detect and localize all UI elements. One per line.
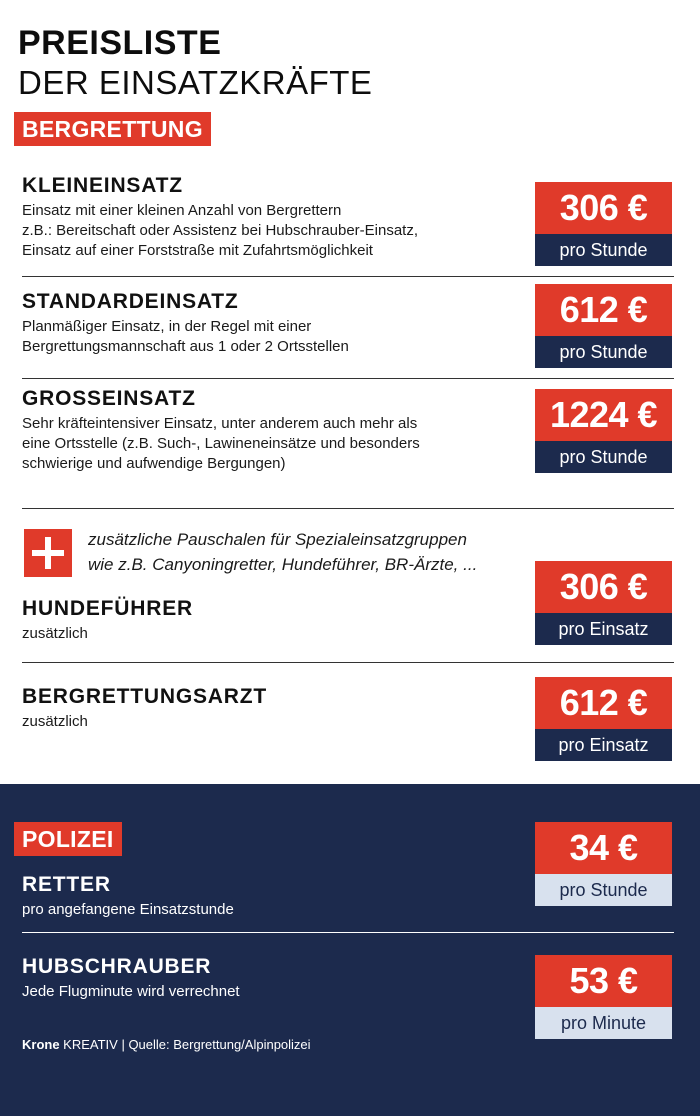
- item-title: HUNDEFÜHRER: [22, 597, 193, 620]
- item-title: BERGRETTUNGSARZT: [22, 685, 267, 708]
- item-description: Einsatz mit einer kleinen Anzahl von Bergrettern z.B.: Bereitschaft oder Assistenz bei Hubschrauber-Einsatz, Einsatz auf einer Forststraße mit Zufahrtsmöglichkeit: [22, 202, 419, 259]
- footer-brand-suffix: KREATIV: [59, 1037, 118, 1052]
- price-unit: pro Stunde: [535, 234, 672, 266]
- price-unit: pro Einsatz: [535, 729, 672, 761]
- item-description: pro angefangene Einsatzstunde: [22, 901, 234, 918]
- divider: [22, 662, 674, 663]
- divider: [22, 276, 674, 277]
- item-title: STANDARDEINSATZ: [22, 290, 239, 313]
- item-title: GROSSEINSATZ: [22, 387, 196, 410]
- price-amount: 612 €: [535, 677, 672, 729]
- bergrettungsarzt-price: [535, 677, 672, 761]
- item-description: zusätzlich: [22, 625, 88, 642]
- standardeinsatz-item: [22, 290, 492, 357]
- footer-credits: [22, 1037, 311, 1052]
- bergrettung-tag: BERGRETTUNG: [14, 112, 211, 146]
- price-unit: pro Stunde: [535, 441, 672, 473]
- kleineinsatz-item: [22, 174, 492, 261]
- grosseinsatz-price: [535, 389, 672, 473]
- item-description: zusätzlich: [22, 713, 88, 730]
- divider: [22, 508, 674, 509]
- price-unit: pro Stunde: [535, 874, 672, 906]
- page-title: PREISLISTE: [18, 24, 222, 62]
- page-subtitle: DER EINSATZKRÄFTE: [18, 64, 373, 101]
- standardeinsatz-price: [535, 284, 672, 368]
- price-amount: 306 €: [535, 182, 672, 234]
- hubschrauber-price: [535, 955, 672, 1039]
- item-title: HUBSCHRAUBER: [22, 955, 212, 978]
- price-amount: 1224 €: [535, 389, 672, 441]
- footer-source: | Quelle: Bergrettung/Alpinpolizei: [117, 1037, 311, 1052]
- retter-item: [22, 873, 492, 920]
- item-description: Sehr kräfteintensiver Einsatz, unter anderem auch mehr als eine Ortsstelle (z.B. Such-, Lawineneinsätze und besonders schwierige und aufwendige Bergungen): [22, 415, 420, 472]
- divider: [22, 378, 674, 379]
- price-amount: 306 €: [535, 561, 672, 613]
- price-amount: 53 €: [535, 955, 672, 1007]
- plus-icon: [24, 529, 72, 577]
- price-amount: 34 €: [535, 822, 672, 874]
- divider: [22, 932, 674, 933]
- bergrettungsarzt-item: [22, 685, 492, 732]
- retter-price: [535, 822, 672, 906]
- extras-note: zusätzliche Pauschalen für Spezialeinsatzgruppen wie z.B. Canyoningretter, Hundeführer, BR-Ärzte, ...: [88, 530, 478, 574]
- item-description: Planmäßiger Einsatz, in der Regel mit einer Bergrettungsmannschaft aus 1 oder 2 Ortsstellen: [22, 318, 349, 355]
- kleineinsatz-price: [535, 182, 672, 266]
- price-unit: pro Minute: [535, 1007, 672, 1039]
- grosseinsatz-item: [22, 387, 492, 474]
- price-unit: pro Stunde: [535, 336, 672, 368]
- item-description: Jede Flugminute wird verrechnet: [22, 983, 240, 1000]
- price-unit: pro Einsatz: [535, 613, 672, 645]
- hubschrauber-item: [22, 955, 492, 1002]
- polizei-tag: POLIZEI: [14, 822, 122, 856]
- hundefuehrer-price: [535, 561, 672, 645]
- item-title: KLEINEINSATZ: [22, 174, 183, 197]
- price-amount: 612 €: [535, 284, 672, 336]
- footer-brand: Krone: [22, 1037, 60, 1052]
- hundefuehrer-item: [22, 597, 492, 644]
- item-title: RETTER: [22, 873, 111, 896]
